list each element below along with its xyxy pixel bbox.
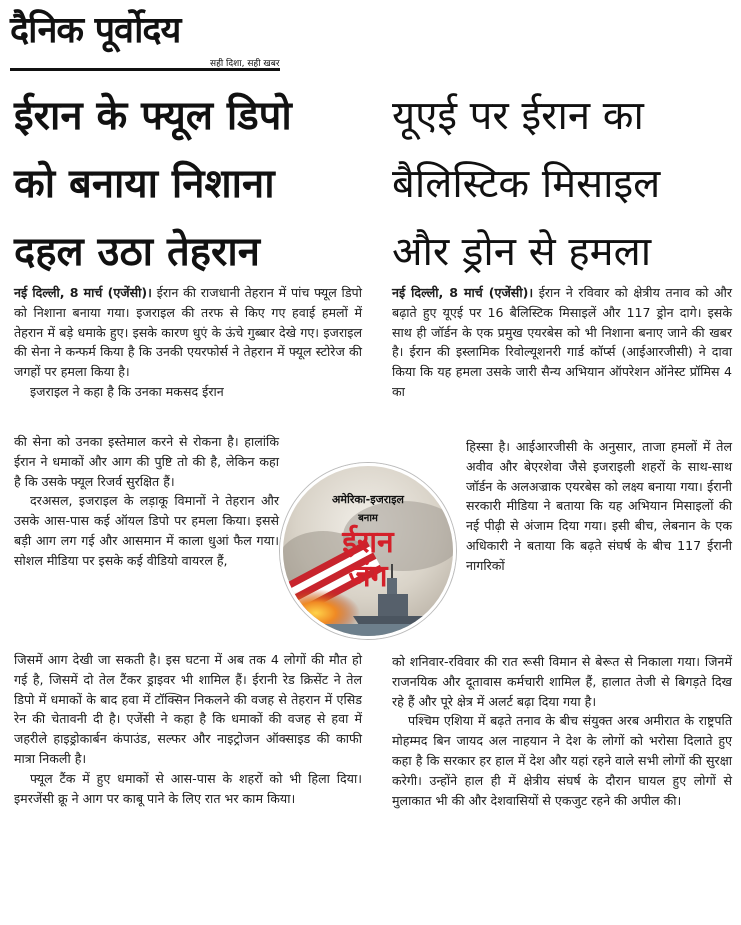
paragraph-text: ईरान की राजधानी तेहरान में पांच फ्यूल डिपो को निशाना बनाया गया। इजराइल की तरफ से किए गए हवाई हमलों में तेहरान में बड़े धमाके हुए। इसके कारण धुएं के ऊंचे गुब्बार देखे गए। इजराइल की सेना ने कन्फर्म किया है कि उनकी एयरफोर्स ने तेहरान में फ्यूल स्टोरेज की जगहों पर हमला किया है। (14, 285, 362, 380)
dateline: नई दिल्ली, 8 मार्च (एजेंसी)। (14, 285, 152, 300)
newspaper-logo: दैनिक पूर्वोदय (10, 10, 181, 51)
badge-main-line: ईरान (342, 525, 394, 560)
badge-mid-text: बनाम (358, 513, 378, 524)
paragraph: इजराइल ने कहा है कि उनका मकसद ईरान (30, 383, 224, 399)
paragraph: जिसमें आग देखी जा सकती है। इस घटना में अब तक 4 लोगों की मौत हो गई है, जिसमें दो तेल टैंकर ड्राइवर भी शामिल हैं। ईरानी रेड क्रिसेंट ने तेल डिपो में धमाकों के बाद हवा में टॉक्सिन निकलने की वजह से तेहरान में एसिड रेन की चेतावनी दी है। एजेंसी ने कहा है कि धमाकों की वजह से हवा में जहरीले हाइड्रोकार्बन कंपाउंड, सल्फर और नाइट्रोजन ऑक्साइड की काफी मात्रा निकली है। (14, 652, 362, 766)
left-article-body-top (14, 283, 362, 402)
paragraph: फ्यूल टैंक में हुए धमाकों से आस-पास के शहरों को भी हिला दिया। इमरजेंसी क्रू ने आग पर काबू पाने के लिए रात भर काम किया। (14, 770, 362, 806)
paragraph-text: ईरान ने रविवार को क्षेत्रीय तनाव को और बढ़ाते हुए यूएई पर 16 बैलिस्टिक मिसाइलें और 117 ड्रोन दागे। इसके साथ ही जॉर्डन के एक प्रमुख एयरबेस को भी निशाना बनाए जाने की खबर है। ईरान की इस्लामिक रिवोल्यूशनरी गार्ड कॉर्प्स (आईआरजीसी) ने दावा किया कि यह हमला उसके जारी सैन्य अभियान ऑपरेशन ऑनेस्ट प्रॉमिस 4 का (392, 285, 732, 399)
headline-line: और ड्रोन से हमला (392, 229, 652, 275)
left-article-body-bottom (14, 650, 362, 808)
paragraph (392, 283, 732, 402)
paragraph: की सेना को उनका इस्तेमाल करने से रोकना है। हालांकि ईरान ने धमाकों और आग की पुष्टि तो की है, लेकिन कहा है कि उसके फ्यूल रिजर्व सुरक्षित हैं। (14, 434, 279, 489)
paragraph: दरअसल, इजराइल के लड़ाकू विमानों ने तेहरान और उसके आस-पास कई ऑयल डिपो पर हमला किया। इससे बड़ी आग लग गई और आसमान में काला धुआं फैल गया। सोशल मीडिया पर इसके कई वीडियो वायरल हैं, (14, 493, 279, 568)
headline-line: दहल उठा तेहरान (14, 229, 260, 275)
paragraph: को शनिवार-रविवार की रात रूसी विमान से बेरूत से निकाला गया। जिनमें राजनयिक और दूतावास कर्मचारी शामिल हैं, हालात तेजी से बिगड़ते दिख रहे हैं और पूरे क्षेत्र में अलर्ट बढ़ा दिया गया है। (392, 654, 732, 709)
right-article-body-wrap (466, 437, 732, 576)
headline-line: ईरान के फ्यूल डिपो (14, 93, 292, 139)
headline-line: को बनाया निशाना (14, 161, 275, 207)
war-graphic-badge (280, 463, 456, 639)
right-article-body-bottom (392, 652, 732, 810)
badge-main-line: जंग (348, 559, 388, 594)
paragraph (14, 283, 362, 382)
headline-line: बैलिस्टिक मिसाइल (392, 161, 661, 207)
paragraph: पश्चिम एशिया में बढ़ते तनाव के बीच संयुक्त अरब अमीरात के राष्ट्रपति मोहम्मद बिन जायद अल नाहयान ने देश के लोगों को भरोसा दिलाते हुए कहा है कि सरकार हर हाल में देश और यहां रहने वाले सभी लोगों की सुरक्षा करेगी। उन्होंने हाल ही में क्षेत्रीय संघर्ष के दौरान घायल हुए लोगों से मुलाकात भी की और देशवासियों से एकजुट रहने की अपील की। (392, 713, 732, 808)
right-article-headline (392, 93, 732, 300)
badge-main-text (283, 526, 453, 594)
masthead-tagline: सही दिशा, सही खबर (210, 59, 280, 69)
badge-top-text: अमेरिका-इजराइल (332, 493, 404, 506)
right-article-body-top (392, 283, 732, 402)
dateline: नई दिल्ली, 8 मार्च (एजेंसी)। (392, 285, 534, 300)
masthead (10, 4, 280, 74)
headline-line: यूएई पर ईरान का (392, 93, 644, 139)
left-article-body-wrap (14, 432, 279, 571)
left-article-headline (14, 93, 364, 300)
paragraph: हिस्सा है। आईआरजीसी के अनुसार, ताजा हमलों में तेल अवीव और बेएरशेवा जैसे इजराइली शहरों के साथ-साथ जॉर्डन के अलअज्राक एयरबेस को लक्ष्य बनाया गया। ईरानी सरकारी मीडिया ने बताया कि यह अभियान मिसाइलों की नई पीढ़ी से अंजाम दिया गया। इसी बीच, लेबनान के एक अधिकारी ने बताया कि बढ़ते संघर्ष के बीच 117 ईरानी नागरिकों (466, 439, 732, 573)
